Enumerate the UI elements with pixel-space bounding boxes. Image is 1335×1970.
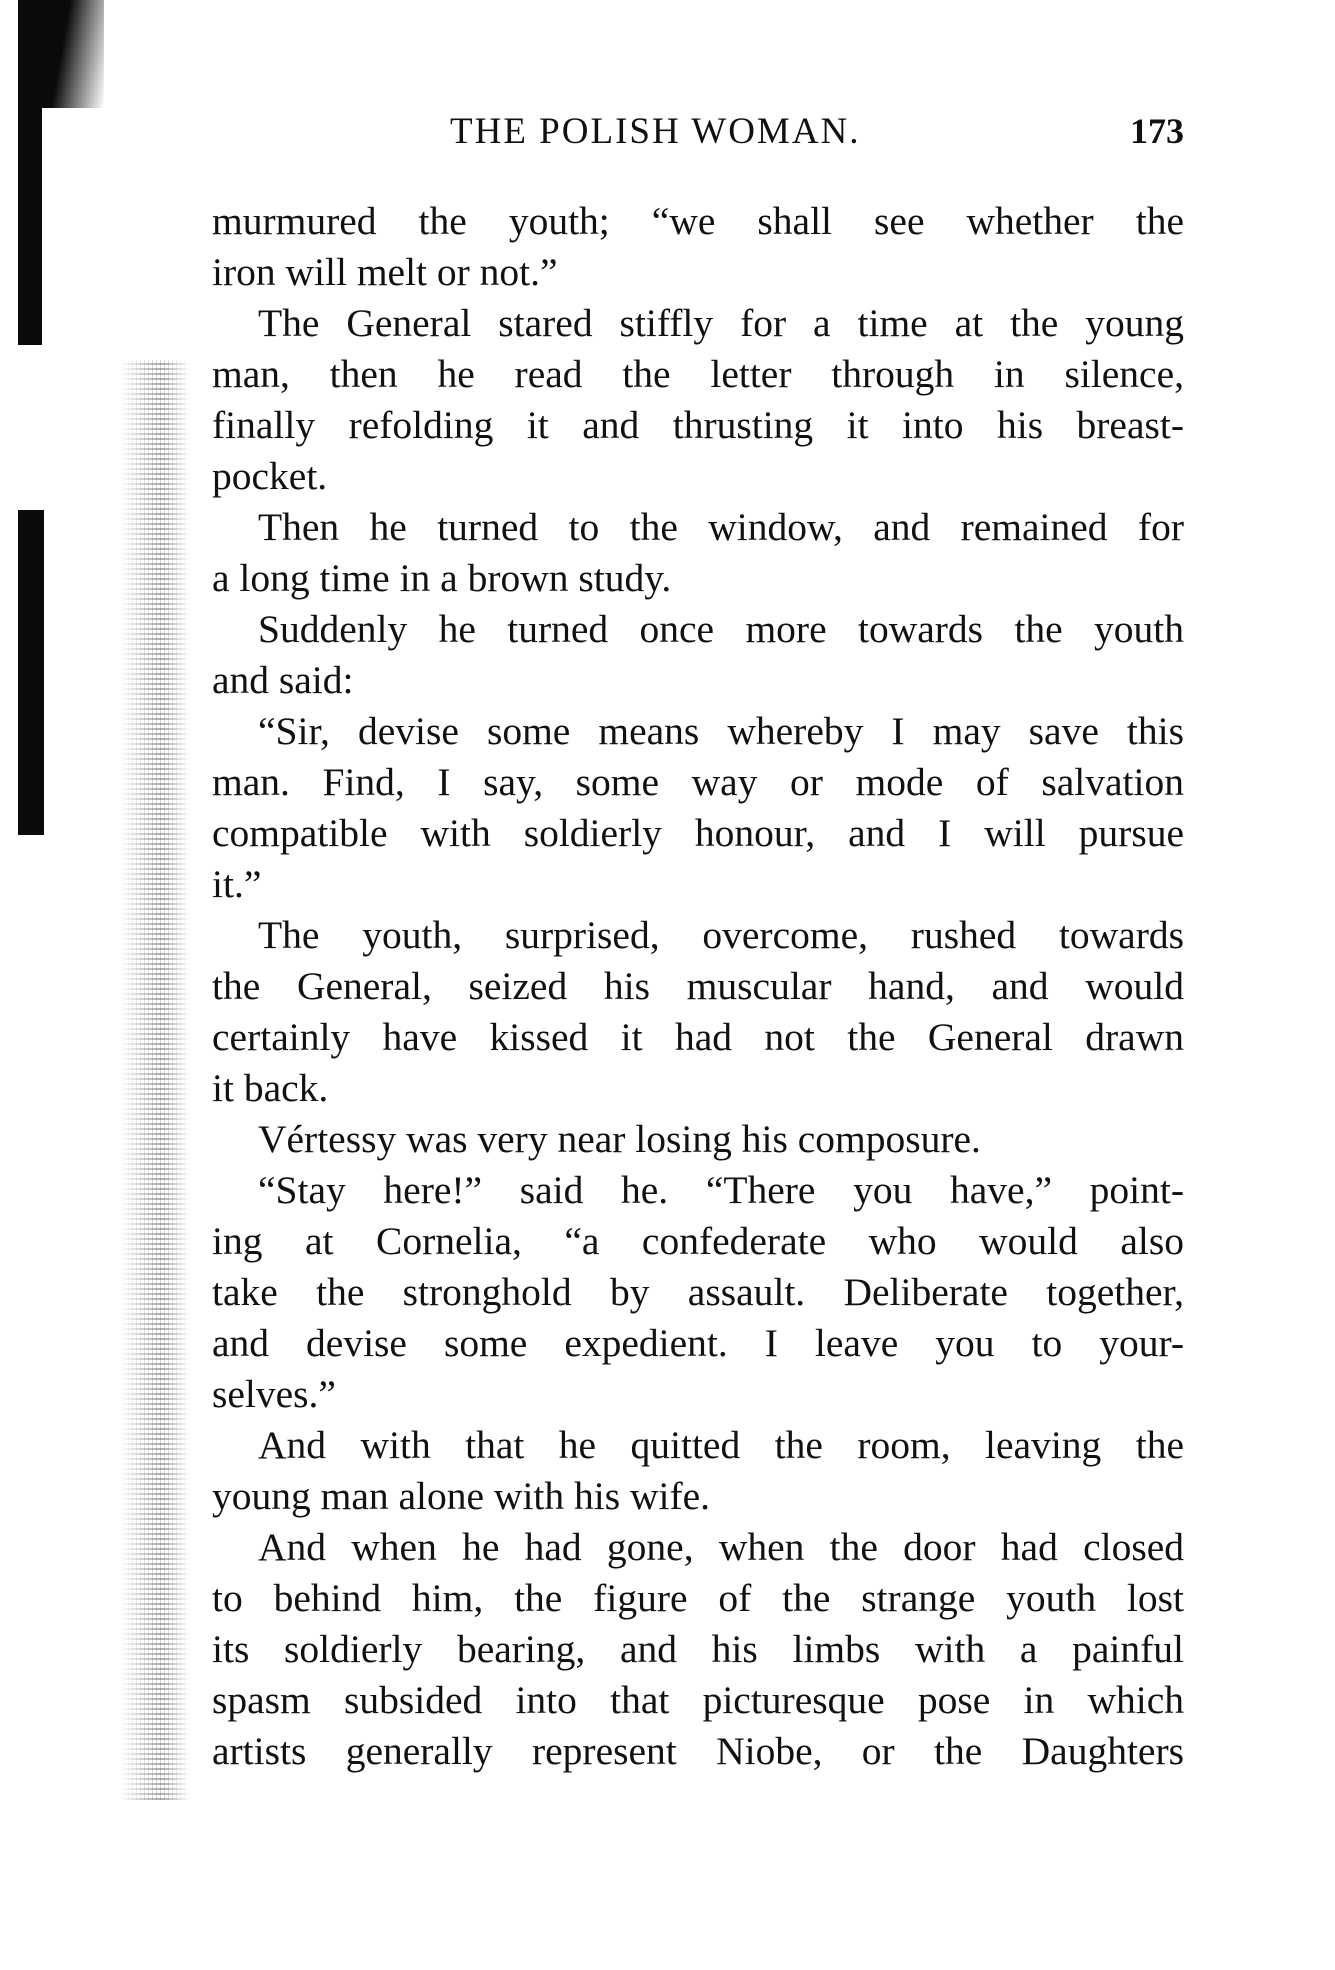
text-line: the General, seized his muscular hand, and would — [212, 964, 1184, 1008]
running-head: THE POLISH WOMAN. — [450, 111, 861, 152]
text-line: “Sir, devise some means whereby I may save this — [258, 709, 1184, 753]
text-line: and said: — [212, 658, 354, 702]
text-line: to behind him, the figure of the strange youth lost — [212, 1576, 1184, 1620]
text-line: man. Find, I say, some way or mode of salvation — [212, 760, 1184, 804]
text-line: iron will melt or not.” — [212, 250, 558, 294]
binding-gutter-shadow — [120, 360, 190, 1800]
text-line: Suddenly he turned once more towards the youth — [258, 607, 1184, 651]
scan-shadow-middle — [18, 510, 44, 835]
text-line: And when he had gone, when the door had closed — [258, 1525, 1184, 1569]
text-line: young man alone with his wife. — [212, 1474, 711, 1518]
text-line: finally refolding it and thrusting it into his breast- — [212, 403, 1184, 447]
text-line: Vértessy was very near losing his composure. — [258, 1117, 981, 1161]
text-line: and devise some expedient. I leave you to your- — [212, 1321, 1184, 1365]
text-line: selves.” — [212, 1372, 336, 1416]
text-line: spasm subsided into that picturesque pose in which — [212, 1678, 1184, 1722]
scan-shadow-top — [18, 0, 42, 345]
text-line: The youth, surprised, overcome, rushed towards — [258, 913, 1184, 957]
text-line: certainly have kissed it had not the General drawn — [212, 1015, 1184, 1059]
text-line: “Stay here!” said he. “There you have,” point- — [258, 1168, 1184, 1212]
text-line: a long time in a brown study. — [212, 556, 672, 600]
text-line: artists generally represent Niobe, or the Daughters — [212, 1729, 1184, 1773]
page-number: 173 — [1130, 111, 1184, 151]
text-line: it.” — [212, 862, 262, 906]
text-line: take the stronghold by assault. Deliberate together, — [212, 1270, 1184, 1314]
page-header — [212, 106, 1184, 166]
text-line: murmured the youth; “we shall see whether the — [212, 199, 1184, 243]
text-line: Then he turned to the window, and remained for — [258, 505, 1184, 549]
text-line: man, then he read the letter through in silence, — [212, 352, 1184, 396]
body-text — [212, 196, 1184, 1777]
text-line: compatible with soldierly honour, and I will pursue — [212, 811, 1184, 855]
text-line: ing at Cornelia, “a confederate who would also — [212, 1219, 1184, 1263]
text-line: its soldierly bearing, and his limbs with a painful — [212, 1627, 1184, 1671]
text-line: it back. — [212, 1066, 329, 1110]
text-line: pocket. — [212, 454, 328, 498]
text-line: And with that he quitted the room, leaving the — [258, 1423, 1184, 1467]
text-line: The General stared stiffly for a time at the young — [258, 301, 1184, 345]
